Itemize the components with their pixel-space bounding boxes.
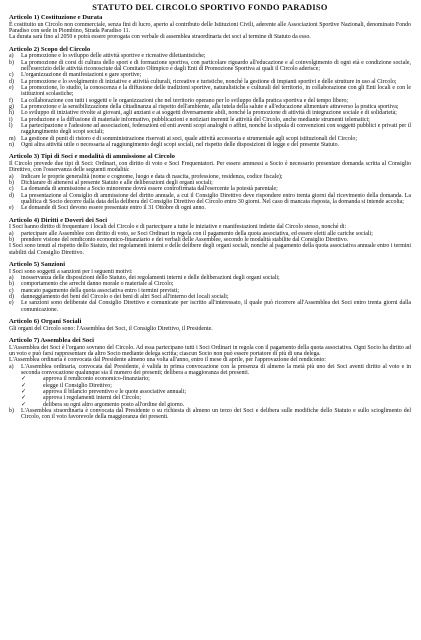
list-item [9,60,411,73]
item-text: La produzione e la diffusione di materiale informativo, pubblicazioni e notiziari inerenti le attività del Circolo, anche mediante strumenti telematici; [21,116,370,123]
article-paragraph: La durata sarà fino al 2050 e potrà essere prorogata con verbale di assemblea straordinaria dei soci al termine di Statuto da esso. [9,34,311,41]
item-marker: c) [9,72,14,79]
item-marker: b) [9,281,14,288]
item-marker: h) [9,110,14,117]
article-5 [9,261,411,313]
article-items [9,53,411,148]
item-text: Le sanzioni sono deliberate dal Consiglio Direttivo e comunicate per iscritto all'interessato, il quale può ricorrere all'Assemblea dei Soci entro trenta giorni dalla comunicazione. [21,300,411,313]
item-marker: b) [9,59,14,66]
checkmark-list [9,376,411,408]
item-marker: b) [9,408,14,414]
article-paragraph: Gli organi del Circolo sono: l'Assemblea dei Soci, il Consiglio Direttivo, il Presidente. [9,325,213,332]
item-text: Le domande di Soci devono essere presentate entro il 31 Ottobre di ogni anno. [21,205,206,212]
item-marker: c) [9,287,14,294]
item-text: La collaborazione con tutti i soggetti e le organizzazioni che nel territorio operano per lo sviluppo della pratica sportiva e del tempo libero; [21,97,349,104]
item-marker: n) [9,142,14,149]
article-paragraph: I Soci sono tenuti al rispetto dello Statuto, dei regolamenti interni e delle delibere degli organi sociali, nonché al pagamento della quota associativa annuale entro i termini stabiliti dal Consiglio Direttivo. [9,243,411,256]
article-7 [9,337,411,421]
item-text: La gestione di punti di ristoro e di somministrazione riservati ai soci, quale attività accessoria e strumentale agli scopi istituzionali del Circolo; [21,135,358,142]
list-item [9,142,411,148]
item-text: approva i regolamenti interni del Circolo; [43,395,141,402]
list-item [9,300,411,313]
item-text: Lo sviluppo di iniziative rivolte ai giovani, agli anziani e ai soggetti diversamente abili, nonché la promozione di attività di integrazione sociale e di solidarietà; [21,110,397,117]
article-3 [9,153,411,211]
item-marker: a) [9,230,14,237]
item-marker: e) [9,205,14,212]
list-item [9,364,411,377]
item-text: La partecipazione e l'adesione ad associazioni, federazioni ed enti aventi scopi analoghi o affini, nonché la stipula di convenzioni con soggetti pubblici e privati per il raggiungimento degli scopi sociali; [21,123,411,136]
list-item [9,408,411,421]
item-text: comportamento che arrechi danno morale o materiale al Circolo; [21,281,174,288]
article-heading: Articolo 4) Diritti e Doveri dei Soci [9,216,108,224]
list-item [9,123,411,136]
article-heading: Articolo 2) Scopo del Circolo [9,45,91,53]
item-marker: c) [9,186,14,193]
article-heading: Articolo 6) Organi Sociali [9,318,82,326]
article-heading: Articolo 7) Assemblea dei Soci [9,336,94,344]
article-items [9,408,411,421]
item-marker: e) [9,300,14,307]
item-text: L'Assemblea ordinaria, convocata dal Presidente, è valida in prima convocazione con la presenza di almeno la metà più uno dei Soci aventi diritto al voto e in seconda convocazione qualunque sia il numero dei presenti; delibera a maggioranza dei presenti. [21,363,411,376]
item-text: elegge il Consiglio Direttivo; [43,382,112,389]
item-marker: f) [9,97,13,104]
item-marker: d) [9,294,14,300]
article-heading: Articolo 3) Tipi di Soci e modalità di ammissione al Circolo [9,153,175,161]
article-items [9,231,411,244]
item-text: approva il bilancio preventivo e le quote associative annuali; [43,388,186,395]
list-item [9,205,411,211]
item-marker: m) [9,135,16,142]
item-marker: d) [9,78,14,85]
item-text: inosservanza delle disposizioni dello Statuto, dei regolamenti interni e delle deliberazioni degli organi sociali; [21,274,280,281]
item-text: approva il rendiconto economico-finanziario; [43,376,150,383]
item-marker: a) [9,363,14,370]
article-heading: Articolo 1) Costituzione e Durata [9,14,103,21]
article-4 [9,217,411,256]
item-text: Indicare le proprie generalità (nome e cognome, luogo e data di nascita, professione, residenza, codice fiscale); [21,173,283,180]
article-paragraph: È costituito un Circolo non commerciale, senza fini di lucro, aperto al contributo delle Istituzioni Civili, aderente alle Associazioni Sportive Nazionali, denominato Fondo Paradiso con sede in Piombino, Strada Paradiso 11. [9,21,411,34]
article-2 [9,46,411,149]
checkmark-icon: ✓ [21,388,26,395]
item-text: prendere visione del rendiconto economico-finanziario e dei verbali delle Assemblee, secondo le modalità stabilite dal Consiglio Direttivo. [21,237,349,243]
article-paragraph: L'Assemblea dei Soci è l'organo sovrano del Circolo. Ad essa partecipano tutti i Soci Ordinari in regola con il pagamento della quota associativa. Ogni Socio ha diritto ad un voto e può farsi rappresentare da altro Socio mediante delega scritta; ciascun Socio non può essere portatore di più di una delega. [9,344,411,357]
item-text: La promozione, lo studio, la conoscenza e la diffusione delle tradizioni sportive, naturalistiche e culturali del territorio, in collaborazione con gli Enti locali e con le istituzioni scolastiche; [21,84,411,98]
list-item [9,85,411,98]
checkmark-icon: ✓ [21,376,26,383]
item-text: L'organizzazione di manifestazioni e gare sportive; [21,72,142,79]
item-marker: b) [9,180,14,186]
item-marker: a) [9,53,14,60]
article-paragraph: L'Assemblea ordinaria è convocata dal Presidente almeno una volta all'anno, entro il mese di aprile, per l'approvazione del rendiconto: [9,357,326,364]
article-items [9,174,411,212]
item-text: mancato pagamento della quota associativa entro i termini previsti; [21,287,180,294]
item-text: La presentazione al Consiglio di ammissione del diritto annuale, a cui il Consiglio Direttivo deve rispondere entro trenta giorni dal ricevimento della domanda. La qualifica di Socio decorre dalla data della delibera del Consiglio Direttivo del Circolo entro 30 giorni. Nel caso di mancata risposta, la domanda si intende accolta; [21,192,411,206]
item-text: La promozione e lo svolgimento di iniziative e attività culturali, ricreative e turistiche, nonché la gestione di impianti sportivi e delle strutture in uso al Circolo; [21,78,397,85]
item-text: L'Assemblea straordinaria è convocata dal Presidente o su richiesta di almeno un terzo dei Soci e delibera sulle modifiche dello Statuto e sullo scioglimento del Circolo, con il voto favorevole della maggioranza dei presenti. [21,408,411,421]
item-marker: l) [9,123,13,129]
article-paragraph: Il Circolo prevede due tipi di Soci: Ordinari, con diritto di voto e Soci Frequentatori. Per essere ammessi a Socio è necessario presentare domanda scritta al Consiglio Direttivo, con l'osservanza delle seguenti modalità: [9,160,411,174]
item-marker: a) [9,173,14,180]
article-heading: Articolo 5) Sanzioni [9,261,66,269]
item-text: Ogni altra attività utile o necessaria al raggiungimento degli scopi sociali, nel rispetto delle disposizioni di legge e del presente Statuto. [21,142,340,149]
article-1 [9,14,411,41]
item-marker: d) [9,192,14,199]
item-text: La promozione di corsi di cultura dello sport e di formazione sportiva, con particolare riguardo all'educazione e al coinvolgimento di ogni età e condizione sociale, nell'esercizio delle attività riconosciute dal Comitato Olimpico e dagli Enti di Promozione Sportiva ai quali il Circolo aderisce; [21,59,411,72]
item-text: danneggiamento dei beni del Circolo o dei beni di altri Soci all'interno dei locali sociali; [21,294,229,300]
article-items [9,275,411,313]
checkmark-icon: ✓ [21,395,26,402]
item-text: La promozione e lo sviluppo delle attività sportive e ricreative dilettantistiche; [21,53,206,60]
item-text: delibera su ogni altro argomento posto all'ordine del giorno. [43,401,185,408]
article-6 [9,318,411,332]
document-title: STATUTO DEL CIRCOLO SPORTIVO FONDO PARADISO [92,3,328,12]
list-item [9,193,411,206]
item-text: partecipare alle Assemblee con diritto di voto, se Soci Ordinari in regola con il pagamento della quota associativa, ed essere eletti alle cariche sociali; [21,230,373,237]
article-paragraph: I Soci hanno diritto di frequentare i locali del Circolo e di partecipare a tutte le iniziative e manifestazioni indette dal Circolo stesso, nonché di: [9,224,347,231]
article-paragraph: I Soci sono soggetti a sanzioni per i seguenti motivi: [9,268,133,275]
checkmark-icon: ✓ [21,401,26,408]
item-marker: i) [9,116,13,123]
item-marker: a) [9,274,14,281]
article-items [9,364,411,377]
item-text: La domanda di ammissione a Socio minorenne dovrà essere controfirmata dall'esercente la potestà parentale; [21,186,278,193]
item-marker: g) [9,103,14,110]
item-marker: b) [9,237,14,243]
item-marker: e) [9,84,14,91]
item-text: La promozione e la sensibilizzazione della cittadinanza al rispetto dell'ambiente, alla tutela della salute e all'educazione alimentare attraverso la pratica sportiva; [21,103,399,110]
item-text: Dichiarare di attenersi al presente Statuto e alle deliberazioni degli organi sociali; [21,180,213,186]
checkmark-icon: ✓ [21,382,26,389]
